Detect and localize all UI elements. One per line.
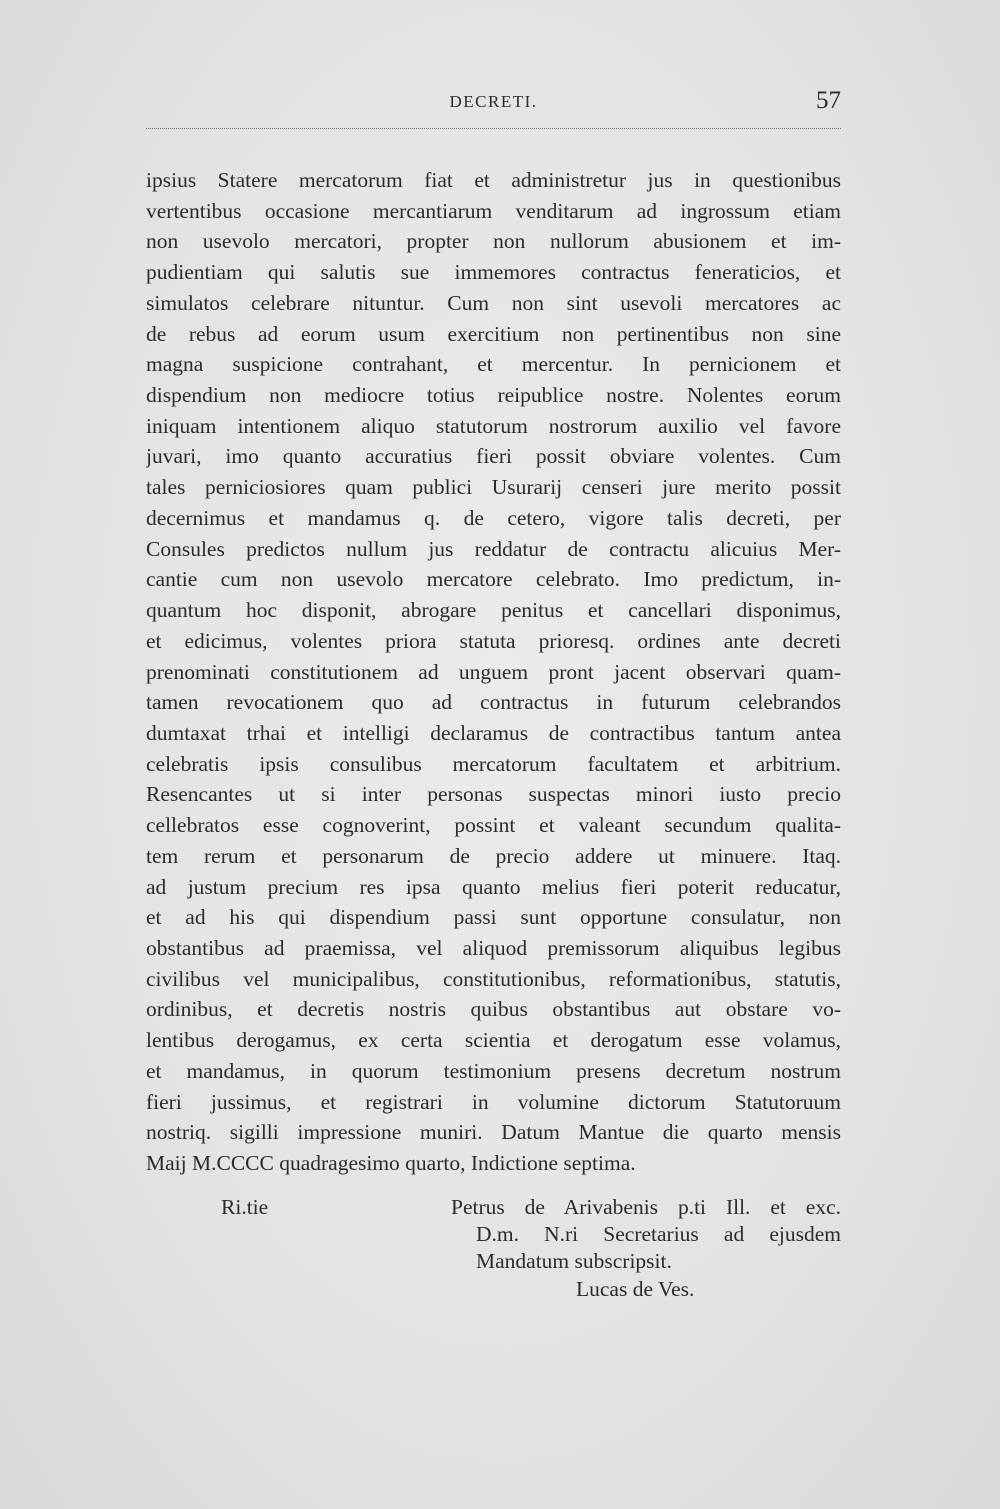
text-line: juvari, imo quanto accuratius fieri possit obviare volentes. Cum bbox=[146, 444, 841, 469]
signature-block bbox=[146, 1192, 841, 1322]
text-line: Resencantes ut si inter personas suspectas minori iusto precio bbox=[146, 782, 841, 807]
text-line: nostriq. sigilli impressione muniri. Datum Mantue die quarto mensis bbox=[146, 1120, 841, 1145]
text-line: tales perniciosiores quam publici Usurarij censeri jure merito possit bbox=[146, 475, 841, 500]
signatory-line: D.m. N.ri Secretarius ad ejusdem bbox=[476, 1222, 841, 1246]
text-line: civilibus vel municipalibus, constitutionibus, reformationibus, statutis, bbox=[146, 966, 841, 991]
signatory-line: Mandatum subscripsit. bbox=[476, 1249, 672, 1273]
text-line: celebratis ipsis consulibus mercatorum facultatem et arbitrium. bbox=[146, 751, 841, 776]
page-number: 57 bbox=[816, 87, 841, 114]
registration-mark: Ri.tie bbox=[221, 1195, 269, 1219]
text-line: et edicimus, volentes priora statuta prioresq. ordines ante decreti bbox=[146, 628, 841, 653]
text-line: magna suspicione contrahant, et mercentur. In pernicionem et bbox=[146, 352, 841, 377]
text-line: Consules predictos nullum jus reddatur de contractu alicuius Mer- bbox=[146, 536, 841, 561]
text-line: et ad his qui dispendium passi sunt opportune consulatur, non bbox=[146, 905, 841, 930]
text-line: fieri jussimus, et registrari in volumine dictorum Statutoruum bbox=[146, 1089, 841, 1114]
text-line: de rebus ad eorum usum exercitium non pertinentibus non sine bbox=[146, 321, 841, 346]
running-head bbox=[146, 87, 841, 116]
running-title: DECRETI. bbox=[449, 92, 538, 111]
text-line: tamen revocationem quo ad contractus in futurum celebrandos bbox=[146, 690, 841, 715]
text-line: simulatos celebrare nituntur. Cum non sint usevoli mercatores ac bbox=[146, 290, 841, 315]
text-line: et mandamus, in quorum testimonium presens decretum nostrum bbox=[146, 1058, 841, 1083]
text-line: ad justum precium res ipsa quanto melius fieri poterit reducatur, bbox=[146, 874, 841, 899]
text-line: quantum hoc disponit, abrogare penitus et cancellari disponimus, bbox=[146, 598, 841, 623]
text-line: cantie cum non usevolo mercatore celebrato. Imo predictum, in- bbox=[146, 567, 841, 592]
header-dotted-rule bbox=[146, 128, 841, 129]
signatory-line: Petrus de Arivabenis p.ti Ill. et exc. bbox=[451, 1195, 841, 1219]
text-line: iniquam intentionem aliquo statutorum nostrorum auxilio vel favore bbox=[146, 413, 841, 438]
text-line: pudientiam qui salutis sue immemores contractus feneraticios, et bbox=[146, 260, 841, 285]
text-line: ordinibus, et decretis nostris quibus obstantibus aut obstare vo- bbox=[146, 997, 841, 1022]
text-line: Maij M.CCCC quadragesimo quarto, Indictione septima. bbox=[146, 1151, 636, 1175]
text-line: lentibus derogamus, ex certa scientia et derogatum esse volamus, bbox=[146, 1028, 841, 1053]
decree-body-text bbox=[146, 165, 841, 1179]
signatory-line: Lucas de Ves. bbox=[576, 1277, 695, 1301]
text-line: non usevolo mercatori, propter non nullorum abusionem et im- bbox=[146, 229, 841, 254]
text-line: tem rerum et personarum de precio addere ut minuere. Itaq. bbox=[146, 843, 841, 868]
text-line: dumtaxat trhai et intelligi declaramus de contractibus tantum antea bbox=[146, 720, 841, 745]
text-line: prenominati constitutionem ad unguem pront jacent observari quam- bbox=[146, 659, 841, 684]
text-line: decernimus et mandamus q. de cetero, vigore talis decreti, per bbox=[146, 505, 841, 530]
text-line: ipsius Statere mercatorum fiat et administretur jus in questionibus bbox=[146, 168, 841, 192]
text-line: obstantibus ad praemissa, vel aliquod premissorum aliquibus legibus bbox=[146, 935, 841, 960]
text-line: vertentibus occasione mercantiarum venditarum ad ingrossum etiam bbox=[146, 198, 841, 223]
text-line: cellebratos esse cognoverint, possint et valeant secundum qualita- bbox=[146, 813, 841, 838]
text-line: dispendium non mediocre totius reipublice nostre. Nolentes eorum bbox=[146, 383, 841, 408]
